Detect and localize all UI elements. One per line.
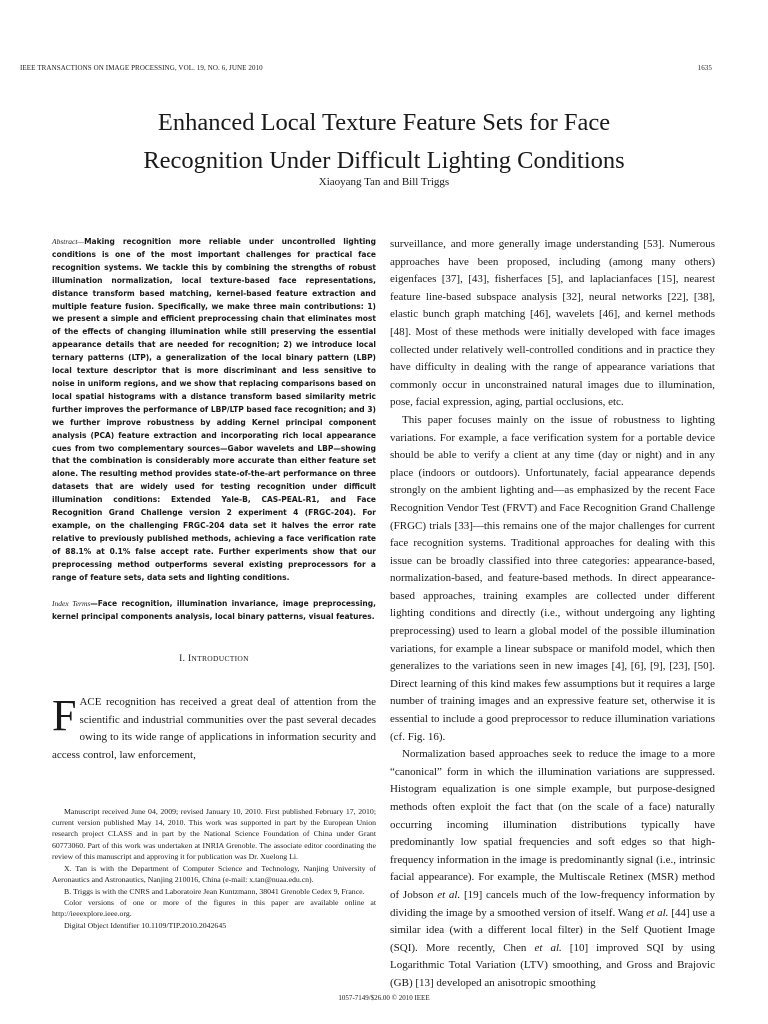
running-head [20, 64, 712, 72]
footnote-color-figures: Color versions of one or more of the figures in this paper are available online at http://ieeexplore.ieee.org. [52, 897, 376, 919]
body-paragraph-3-part-b: [19] cancels much of the low-frequency information by dividing the image by a smoothed version of itself. Wang [390, 888, 715, 919]
left-column [52, 236, 376, 931]
body-paragraph-3-part-c: [44] use a similar idea (with a different local filter) in the Self Quotient Image (SQI). More recently, Chen [390, 906, 715, 954]
footnotes [52, 806, 376, 931]
index-terms-label: Index Terms [52, 599, 91, 609]
body-paragraph-3-part-a: Normalization based approaches seek to reduce the image to a more “canonical” form in which the illumination variations are suppressed. Histogram equalization is one simple example, but purpose-designed methods often exploit the fact that (on the scale of a face) naturally occurring incoming illumination distributions typically have predominantly low spatial frequencies and soft edges so that high-frequency information in the image is predominantly signal (i.e., intrinsic facial appearance). For example, the Multiscale Retinex (MSR) method of Jobson [390, 748, 715, 901]
section-heading-introduction [52, 654, 376, 664]
page-number: 1635 [697, 64, 712, 72]
index-terms-text: —Face recognition, illumination invariance, image preprocessing, kernel principal components analysis, local binary patterns, visual features. [52, 599, 376, 622]
right-column [390, 236, 715, 993]
footnote-author-tan: X. Tan is with the Department of Computer Science and Technology, Nanjing University of Aeronautics and Astronautics, Nanjing 210016, China (e-mail: x.tan@nuaa.edu.cn). [52, 863, 376, 885]
footnote-doi: Digital Object Identifier 10.1109/TIP.2010.2042645 [64, 920, 227, 930]
section-title-rest: NTRODUCTION [191, 654, 249, 664]
intro-paragraph [52, 691, 376, 764]
drop-cap: F [52, 691, 77, 741]
body-paragraph-1: surveillance, and more generally image understanding [53]. Numerous approaches have been proposed, including (among many others) eigenfaces [37], [43], fisherfaces [5], and laplacianfaces [15], nearest feature line-based subspace analysis [32], neural networks [22], [38], elastic bunch graph matching [46], wavelets [46], and kernel methods [48]. Most of these methods were initially developed with face images collected under relatively well-controlled conditions and in practice they have difficulty in dealing with the range of appearance variations that commonly occur in unconstrained natural images due to illumination, pose, facial expression, aging, partial occlusions, etc. [390, 238, 715, 409]
abstract [52, 236, 376, 584]
index-terms [52, 598, 376, 624]
author-list: Xiaoyang Tan and Bill Triggs [318, 176, 450, 188]
footnote-manuscript: Manuscript received June 04, 2009; revised January 10, 2010. First published February 17, 2010; current version published May 14, 2010. This work was supported in part by the European Union research project CLASS and in part by the National Science Foundation of China under Grant 60773060. Part of this work was undertaken at INRIA Grenoble. The associate editor coordinating the review of this manuscript and approving it for publication was Dr. Xuelong Li. [52, 806, 376, 862]
title-line-1: Enhanced Local Texture Feature Sets for Face [157, 109, 611, 136]
body-paragraph-3 [390, 746, 715, 992]
abstract-text: Making recognition more reliable under uncontrolled lighting conditions is one of the most important challenges for practical face recognition systems. We tackle this by combining the strengths of robust illumination normalization, local texture-based face representations, distance transform based matching, kernel-based feature extraction and multiple feature fusion. Specifically, we make three main contributions: 1) we present a simple and efficient preprocessing chain that eliminates most of the effects of changing illumination while still preserving the essential appearance details that are needed for recognition; 2) we introduce local ternary patterns (LTP), a generalization of the local binary pattern (LBP) local texture descriptor that is more discriminant and less sensitive to noise in uniform regions, and we show that replacing comparisons based on local spatial histograms with a distance transform based similarity metric further improves the performance of LBP/LTP based face recognition; and 3) we further improve robustness by adding Kernel principal component analysis (PCA) feature extraction and incorporating rich local appearance cues from two complementary sources—Gabor wavelets and LBP—showing that the combination is considerably more accurate than either feature set alone. The resulting method provides state-of-the-art performance on three datasets that are widely used for testing recognition under difficult illumination conditions: Extended Yale-B, CAS-PEAL-R1, and Face Recognition Grand Challenge version 2 experiment 4 (FRGC-204). For example, on the challenging FRGC-204 data set it halves the error rate relative to previously published methods, achieving a face verification rate of 88.1% at 0.1% false accept rate. Further experiments show that our preprocessing method outperforms several existing preprocessors for a range of feature sets, data sets and lighting conditions. [52, 237, 376, 582]
body-paragraph-2: This paper focuses mainly on the issue of robustness to lighting variations. For example, a face verification system for a portable device should be able to verify a client at any time (day or night) and in any place (indoors or outdoors). Unfortunately, facial appearance depends strongly on the ambient lighting and—as emphasized by the recent Face Recognition Vendor Test (FRVT) and Face Recognition Grand Challenge (FRGC) trials [33]—this remains one of the major challenges for current face recognition systems. Traditional approaches for dealing with this issue can be broadly classified into three categories: appearance-based, normalization-based, and feature-based methods. In direct appearance-based approaches, training examples are collected under different lighting conditions and directly (i.e., without undergoing any lighting preprocessing) used to learn a global model of the possible illumination variations, for example a linear subspace or manifold model, which then generalizes to the variations seen in new images [4], [6], [9], [23], [50]. Direct learning of this kind makes few assumptions but it requires a large number of training images and an expressive feature set, otherwise it is essential to include a good preprocessor to reduce illumination variations (cf. Fig. 16). [390, 413, 715, 743]
paper-title [20, 104, 748, 180]
copyright-line: 1057-7149/$26.00 © 2010 IEEE [338, 994, 430, 1002]
section-first-letter: I [187, 654, 192, 665]
et-al-jobson: et al. [437, 888, 461, 901]
intro-text: ACE recognition has received a great deal of attention from the scientific and industrial communities over the past several decades owing to its wide range of applications in information security and access control, law enforcement, [52, 696, 376, 762]
et-al-chen: et al. [534, 941, 562, 954]
journal-name: IEEE TRANSACTIONS ON IMAGE PROCESSING, VOL. 19, NO. 6, JUNE 2010 [20, 64, 263, 72]
body-paragraph-3-part-d: [10] improved SQI by using Logarithmic Total Variation (LTV) smoothing, and Gross and Brajovic (GB) [13] developed an anisotropic smoothing [390, 941, 716, 989]
footnote-author-triggs: B. Triggs is with the CNRS and Laboratoire Jean Kuntzmann, 38041 Grenoble Cedex 9, France. [64, 886, 365, 896]
abstract-label: Abstract— [52, 237, 85, 246]
title-line-2: Recognition Under Difficult Lighting Conditions [143, 147, 625, 174]
section-numeral: I. [179, 654, 188, 665]
et-al-wang: et al. [646, 906, 669, 919]
